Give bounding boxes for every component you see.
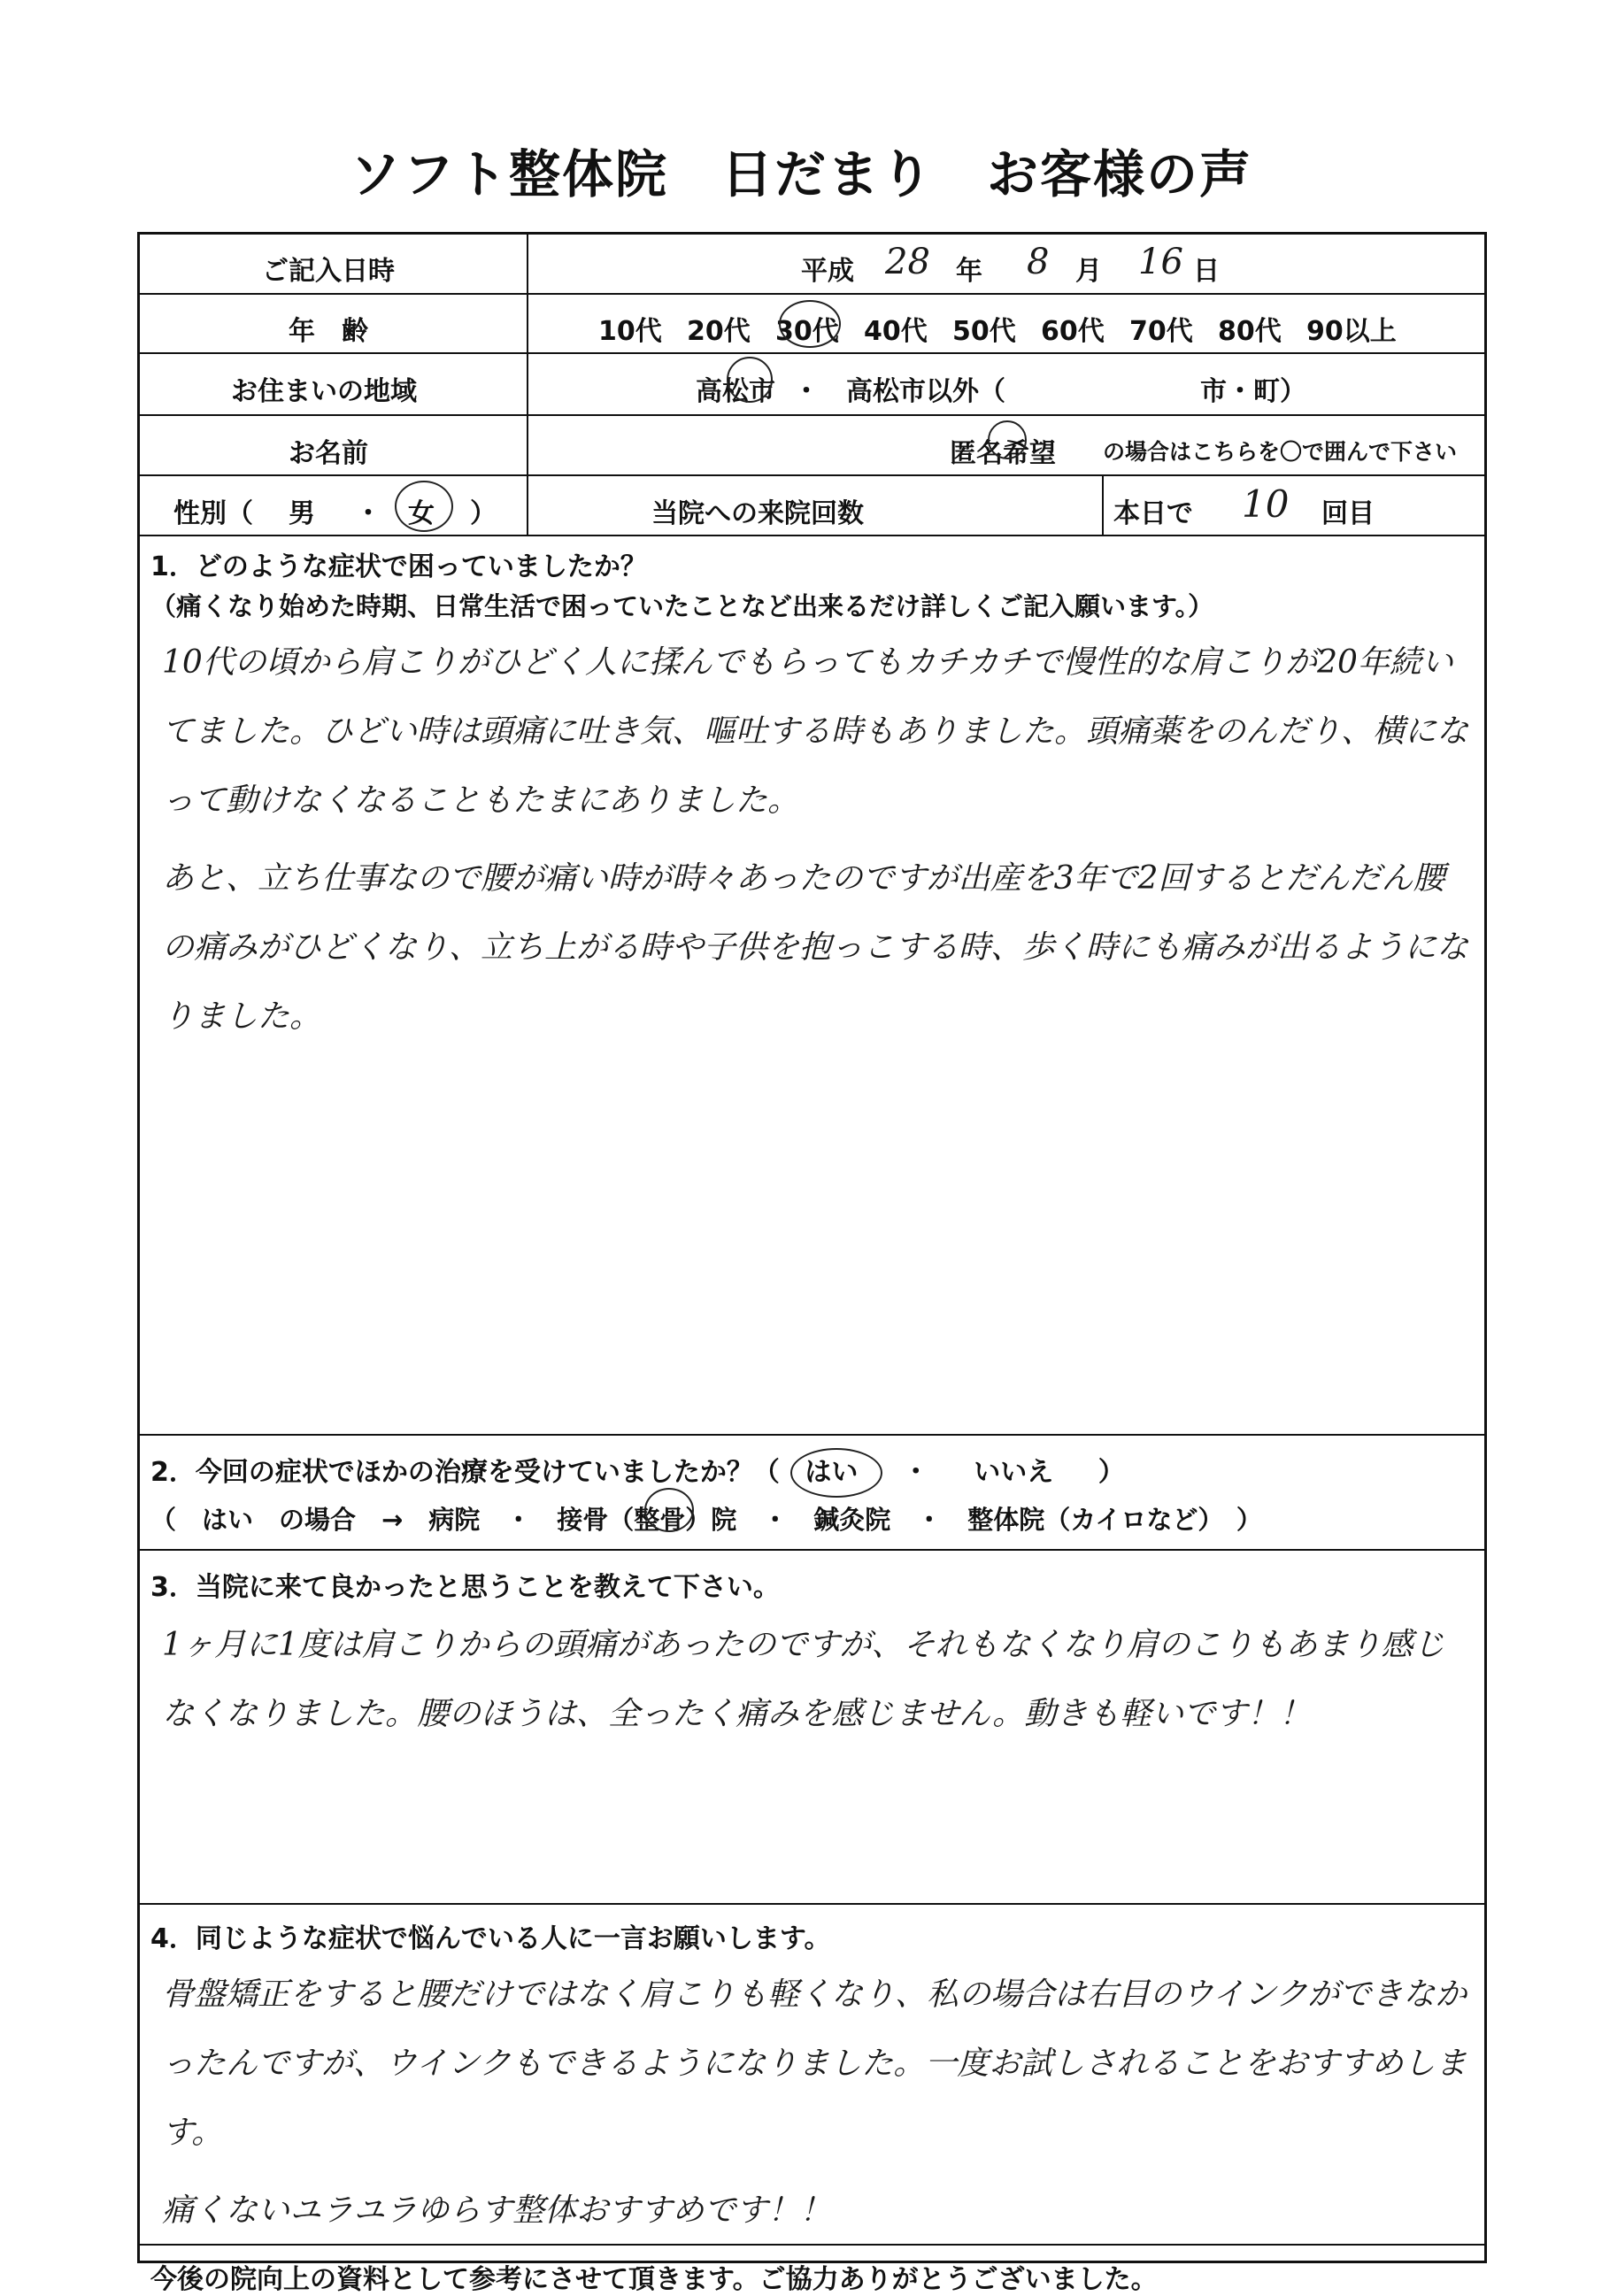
date-label: ご記入日時 — [262, 256, 395, 287]
age-option-20: 20代 — [687, 316, 751, 347]
age-option-10: 10代 — [598, 316, 662, 347]
q2-yes — [805, 1457, 866, 1488]
area-suffix: 市・町） — [1200, 376, 1306, 407]
age-option-30: 30代 — [775, 316, 839, 347]
year-unit: 年 — [956, 256, 982, 287]
era-label: 平成 — [801, 256, 854, 287]
age-selected-circle — [779, 300, 841, 348]
q2-question-text: 2．今回の症状でほかの治療を受けていましたか？（ — [150, 1457, 780, 1488]
gender-label: 性別（ — [173, 498, 253, 529]
area-separator: ・ — [793, 376, 820, 407]
footer-note: 今後の院向上の資料として参考にさせて頂きます。ご協力ありがとうございました。 — [150, 2264, 1158, 2295]
area-selected-circle — [727, 357, 773, 403]
day-unit: 日 — [1193, 256, 1220, 287]
q2-no: いいえ — [974, 1457, 1054, 1488]
q2-detail-selected-mark — [644, 1488, 694, 1532]
area-label: お住まいの地域 — [231, 376, 417, 407]
label-column-divider — [527, 235, 528, 536]
q2-separator: ・ — [902, 1457, 929, 1488]
visit-unit: 回目 — [1321, 498, 1375, 529]
visit-count-value: 10 — [1242, 482, 1290, 526]
q3-answer: 1ヶ月に1度は肩こりからの頭痛があったのですが、それもなくなり肩のこりもあまり感じなくなりました。腰のほうは、全ったく痛みを感じません。動きも軽いです！！ — [162, 1627, 1445, 1732]
gender-female: 女 — [408, 498, 435, 529]
gender-male: 男 — [289, 498, 315, 529]
page-title: ソフト整体院 日だまり お客様の声 — [349, 144, 1252, 204]
gender-close: ） — [470, 498, 497, 529]
area-option-other: 高松市以外（ — [846, 376, 1005, 407]
visits-label: 当院への来院回数 — [651, 498, 864, 529]
q1-note: （痛くなり始めた時期、日常生活で困っていたことなど出来るだけ詳しくご記入願います。） — [150, 591, 1214, 621]
q3-question: 3．当院に来て良かったと思うことを教えて下さい。 — [150, 1572, 780, 1603]
q2-detail: （ はい の場合 → 病院 ・ 接骨（整骨）院 ・ 鍼灸院 ・ 整体院（カイロなど） ） — [150, 1505, 1262, 1535]
q2-question — [150, 1450, 1125, 1489]
month-value: 8 — [1027, 242, 1050, 282]
age-option-50: 50代 — [952, 316, 1016, 347]
age-label: 年 齢 — [289, 316, 368, 347]
visits-column-divider — [1102, 476, 1104, 536]
age-option-90: 90以上 — [1306, 316, 1397, 347]
year-value: 28 — [885, 242, 930, 282]
q4-answer-paragraph-1: 骨盤矯正をすると腰だけではなく肩こりも軽くなり、私の場合は右目のウインクができなかったんですが、ウインクもできるようになりました。一度お試しされることをおすすめします。 — [162, 1976, 1467, 2151]
area-option-takamatsu: 高松市 — [696, 376, 775, 407]
age-option-40: 40代 — [864, 316, 928, 347]
age-option-60: 60代 — [1041, 316, 1105, 347]
age-option-70: 70代 — [1129, 316, 1193, 347]
today-label: 本日で — [1113, 498, 1193, 529]
month-unit: 月 — [1075, 256, 1102, 287]
q2-yes-label: はい — [805, 1457, 859, 1488]
q1-answer-paragraph-1: 10代の頃から肩こりがひどく人に揉んでもらってもカチカチで慢性的な肩こりが20年続いてました。ひどい時は頭痛に吐き気、嘔吐する時もありました。頭痛薬をのんだり、横になって動けなくなることもたまにありました。 — [162, 644, 1469, 819]
q2-selected-circle — [790, 1448, 882, 1498]
day-value: 16 — [1138, 242, 1183, 282]
anonymous-option: 匿名希望 — [950, 438, 1056, 469]
gender-separator: ・ — [355, 498, 381, 529]
name-label: お名前 — [289, 438, 368, 469]
q4-answer-paragraph-2: 痛くないユラユラゆらす整体おすすめです！！ — [162, 2192, 832, 2229]
q4-question: 4．同じような症状で悩んでいる人に一言お願いします。 — [150, 1923, 831, 1954]
gender-selected-circle — [395, 481, 453, 532]
anonymous-stroke-mark — [988, 420, 1027, 459]
q1-question: 1．どのような症状で困っていましたか？ — [150, 551, 647, 582]
q1-answer-paragraph-2: あと、立ち仕事なので腰が痛い時が時々あったのですが出産を3年で2回するとだんだん腰の痛みがひどくなり、立ち上がる時や子供を抱っこする時、歩く時にも痛みが出るようになりました。 — [162, 860, 1469, 1035]
q4-answer — [162, 1961, 1472, 2254]
survey-form — [137, 232, 1487, 2295]
anonymous-note: の場合はこちらを〇で囲んで下さい — [1103, 439, 1458, 465]
age-option-80: 80代 — [1218, 316, 1282, 347]
q2-close: ） — [1098, 1457, 1125, 1488]
q1-answer — [162, 628, 1472, 1060]
